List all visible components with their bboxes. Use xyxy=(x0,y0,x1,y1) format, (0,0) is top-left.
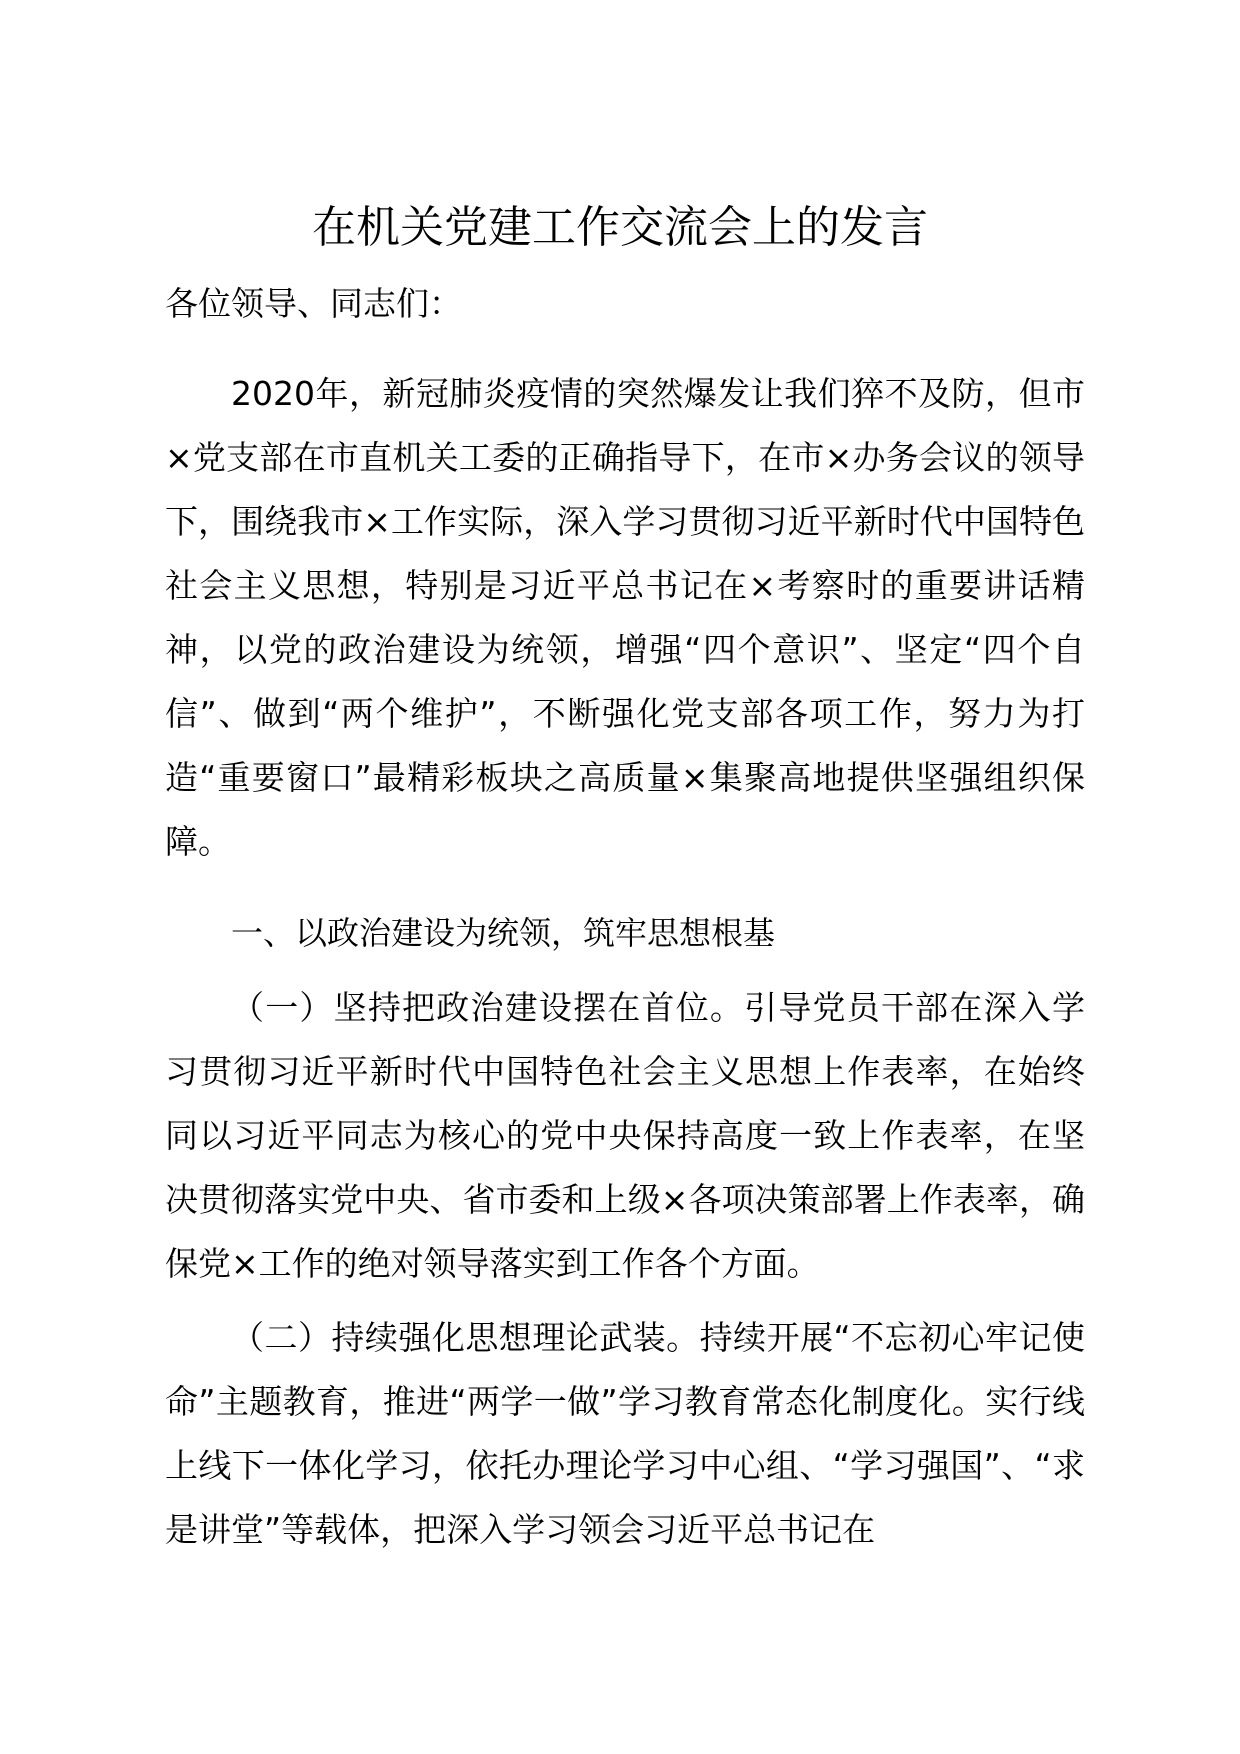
paragraph-section-1-2: （二）持续强化思想理论武装。持续开展“不忘初心牢记使命”主题教育，推进“两学一做”学习教育常态化制度化。实行线上线下一体化学习，依托办理论学习中心组、“学习强国”、“求是讲堂”等载体，把深入学习领会习近平总书记在 xyxy=(165,1318,1085,1549)
section-heading-1: 一、以政治建设为统领，筑牢思想根基 xyxy=(231,914,776,952)
salutation: 各位领导、同志们： xyxy=(165,284,462,323)
paragraph-intro: 2020年，新冠肺炎疫情的突然爆发让我们猝不及防，但市×党支部在市直机关工委的正确指导下，在市×办务会议的领导下，围绕我市×工作实际，深入学习贯彻习近平新时代中国特色社会主义思想，特别是习近平总书记在×考察时的重要讲话精神，以党的政治建设为统领，增强“四个意识”、坚定“四个自信”、做到“两个维护”，不断强化党支部各项工作，努力为打造“重要窗口”最精彩板块之高质量×集聚高地提供坚强组织保障。 xyxy=(165,374,1085,861)
document-title: 在机关党建工作交流会上的发言 xyxy=(312,202,928,253)
paragraph-section-1-1: （一）坚持把政治建设摆在首位。引导党员干部在深入学习贯彻习近平新时代中国特色社会主义思想上作表率，在始终同以习近平同志为核心的党中央保持高度一致上作表率，在坚决贯彻落实党中央、省市委和上级×各项决策部署上作表率，确保党×工作的绝对领导落实到工作各个方面。 xyxy=(165,988,1085,1283)
